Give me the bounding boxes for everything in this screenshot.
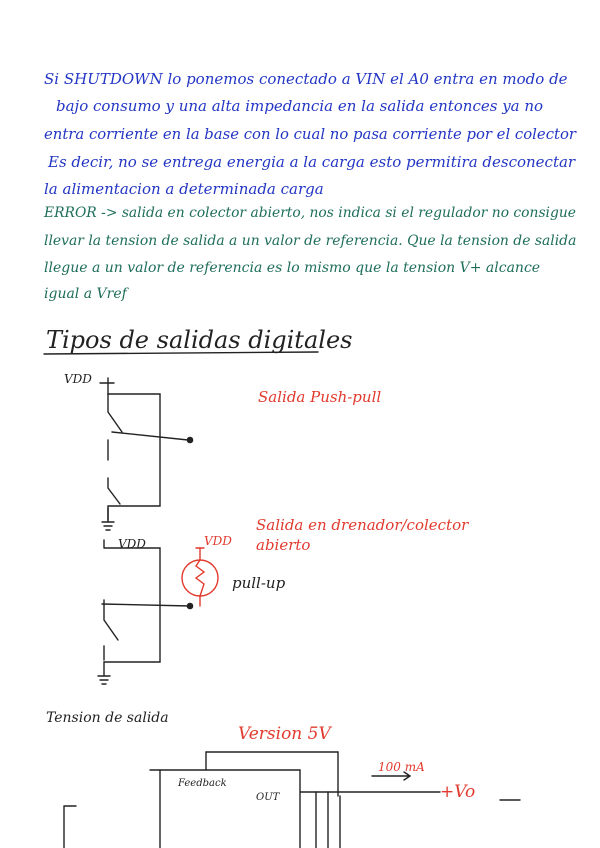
ground-symbol-1 (102, 522, 114, 530)
out-label: OUT (256, 792, 280, 803)
current-label: 100 mA (378, 760, 425, 774)
heading-underline (44, 352, 318, 354)
note-line-5: la alimentacion a determinada carga (44, 180, 324, 198)
note-line-4: Es decir, no se entrega energia a la carga esto permitira desconectar (48, 153, 576, 171)
push-pull-label: Salida Push-pull (258, 388, 382, 406)
pull-up-vdd-label: VDD (204, 534, 232, 548)
feedback-wire (206, 752, 338, 796)
push-pull-vdd-label: VDD (64, 372, 92, 386)
feedback-label: Feedback (178, 778, 227, 789)
open-drain-loop (104, 540, 160, 676)
open-drain-switch (104, 600, 118, 660)
error-note-line-4: igual a Vref (44, 286, 127, 302)
version-label: Version 5V (238, 724, 331, 744)
note-line-3: entra corriente en la base con lo cual no pasa corriente por el colector (44, 125, 576, 143)
error-note-line-1: ERROR -> salida en colector abierto, nos indica si el regulador no consigue (44, 205, 576, 221)
note-line-2: bajo consumo y una alta impedancia en la salida entonces ya no (56, 97, 544, 115)
output-node-1 (187, 437, 192, 442)
tension-title: Tension de salida (46, 710, 169, 726)
error-note-line-3: llegue a un valor de referencia es lo mismo que la tension V+ alcance (44, 260, 541, 276)
open-drain-label-1: Salida en drenador/colector (256, 516, 469, 534)
pull-up-label: pull-up (232, 574, 286, 592)
error-note-line-2: llevar la tension de salida a un valor de referencia. Que la tension de salida (44, 233, 577, 249)
lower-switch (108, 478, 120, 522)
resistor-zigzag (196, 560, 204, 596)
open-drain-label-2: abierto (256, 536, 311, 554)
output-node-2 (187, 603, 192, 608)
ground-symbol-2 (98, 676, 110, 684)
upper-switch (108, 394, 122, 460)
note-line-1: Si SHUTDOWN lo ponemos conectado a VIN el A0 entra en modo de (44, 70, 568, 88)
pull-up-resistor-circle (182, 560, 218, 596)
vo-label: +Vo (440, 782, 476, 802)
section-title: Tipos de salidas digitales (46, 326, 353, 354)
open-drain-vdd-label: VDD (118, 537, 146, 551)
